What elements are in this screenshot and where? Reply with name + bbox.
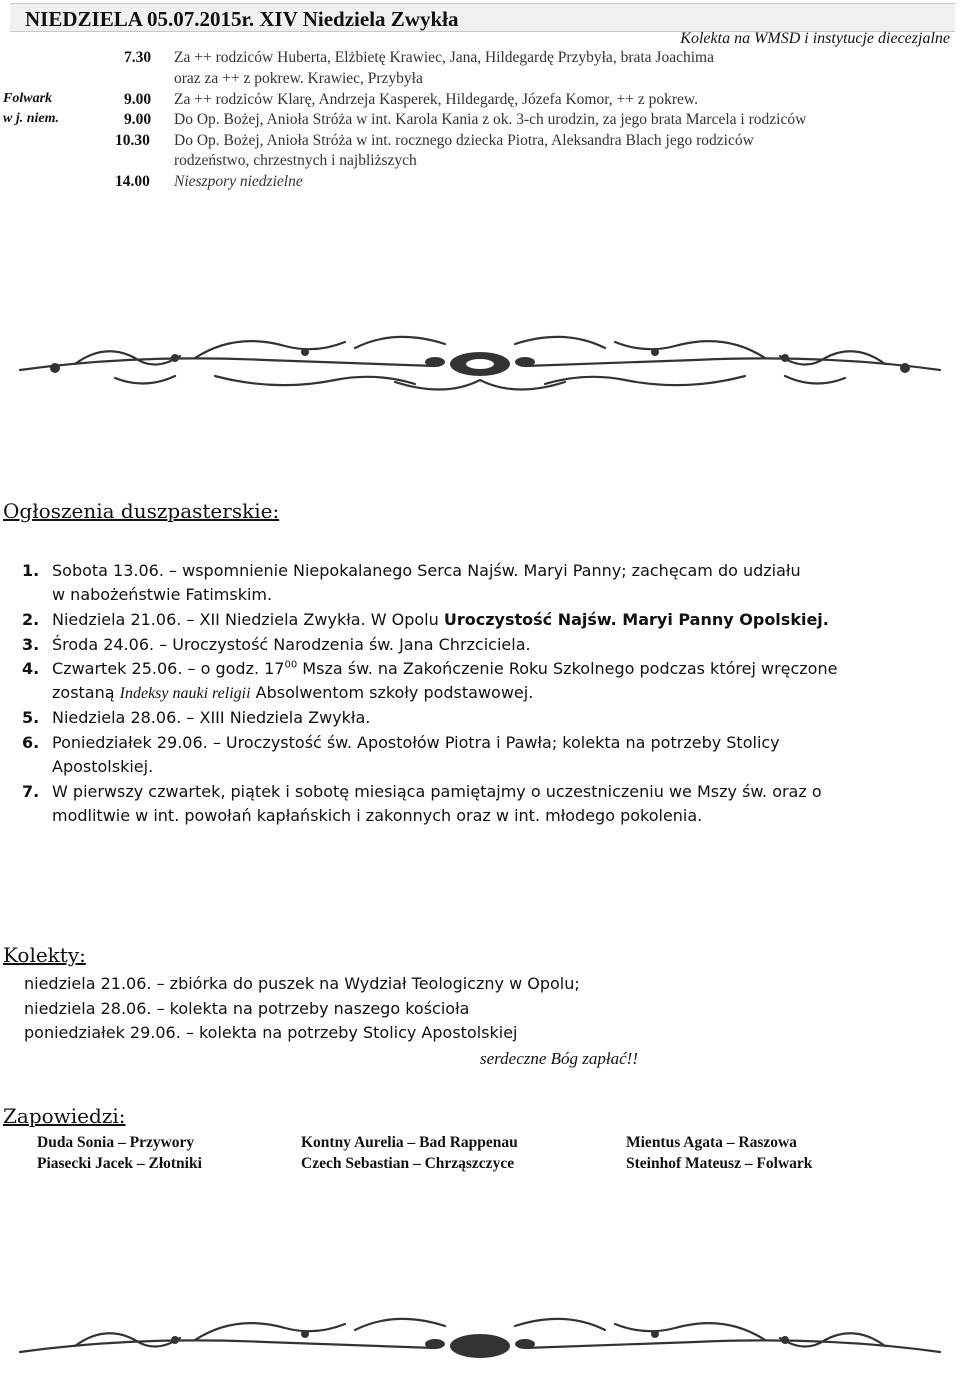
mass-time: 7.30 bbox=[124, 49, 152, 66]
announcement-text: w nabożeństwie Fatimskim. bbox=[52, 585, 273, 604]
collection-note: Kolekta na WMSD i instytucje diecezjalne bbox=[680, 30, 950, 47]
mass-time: 9.00 bbox=[124, 91, 152, 108]
location-german-language: w j. niem. bbox=[3, 111, 60, 126]
announcement-text-plain: Czwartek 25.06. – o godz. 17 bbox=[52, 659, 285, 678]
announcement-text-plain: zostaną bbox=[52, 683, 120, 702]
banns-heading: Zapowiedzi: bbox=[3, 1104, 126, 1128]
announcement-number: 2. bbox=[22, 610, 40, 629]
announcement-number: 3. bbox=[22, 635, 40, 654]
vespers-label: Nieszpory niedzielne bbox=[174, 173, 303, 190]
mass-intention: Za ++ rodziców Klarę, Andrzeja Kasperek, Hildegardę, Józefa Komor, ++ z pokrew. bbox=[174, 91, 698, 108]
bann-person: Piasecki Jacek – Złotniki bbox=[37, 1155, 202, 1172]
announcement-text: Apostolskiej. bbox=[52, 757, 154, 776]
bann-person: Duda Sonia – Przywory bbox=[37, 1134, 195, 1151]
mass-intention: Do Op. Bożej, Anioła Stróża w int. Karola Kania z ok. 3-ch urodzin, za jego brata Marcela i rodziców bbox=[174, 111, 807, 128]
announcement-text-plain: Absolwentom szkoły podstawowej. bbox=[250, 683, 534, 702]
announcement-text: modlitwie w int. powołań kapłańskich i zakonnych oraz w int. młodego pokolenia. bbox=[52, 806, 703, 825]
announcement-text: Środa 24.06. – Uroczystość Narodzenia św. Jana Chrzciciela. bbox=[52, 635, 531, 654]
announcement-text: Poniedziałek 29.06. – Uroczystość św. Apostołów Piotra i Pawła; kolekta na potrzeby Stolicy bbox=[52, 733, 780, 752]
collections-heading: Kolekty: bbox=[3, 943, 86, 967]
ornament-divider bbox=[15, 1300, 945, 1386]
announcement-text bbox=[52, 683, 533, 703]
announcement-number: 4. bbox=[22, 659, 40, 678]
thanks-note: serdeczne Bóg zapłać!! bbox=[480, 1049, 638, 1068]
announcement-number: 5. bbox=[22, 708, 40, 727]
mass-intention: oraz za ++ z pokrew. Krawiec, Przybyła bbox=[174, 70, 423, 87]
announcement-number: 1. bbox=[22, 561, 40, 580]
announcement-text bbox=[52, 659, 837, 678]
announcement-text-bold: Uroczystość Najśw. Maryi Panny Opolskiej. bbox=[443, 610, 829, 629]
schedule-header-bar bbox=[10, 3, 955, 32]
announcement-text-plain: Niedziela 21.06. – XII Niedziela Zwykła. W Opolu bbox=[52, 610, 444, 629]
bann-person: Mientus Agata – Raszowa bbox=[626, 1134, 797, 1151]
announcements-heading: Ogłoszenia duszpasterskie: bbox=[3, 499, 280, 523]
announcement-text: Sobota 13.06. – wspomnienie Niepokalanego Serca Najśw. Maryi Panny; zachęcam do udziału bbox=[52, 561, 801, 580]
collection-item: poniedziałek 29.06. – kolekta na potrzeby Stolicy Apostolskiej bbox=[24, 1023, 518, 1042]
collection-item: niedziela 28.06. – kolekta na potrzeby naszego kościoła bbox=[24, 999, 470, 1018]
announcement-text bbox=[52, 610, 829, 629]
announcement-text-italic: Indeksy nauki religii bbox=[119, 685, 251, 702]
mass-intention: Za ++ rodziców Huberta, Elżbietę Krawiec, Jana, Hildegardę Przybyła, brata Joachima bbox=[174, 49, 714, 66]
location-folwark: Folwark bbox=[3, 91, 53, 106]
mass-intention: Do Op. Bożej, Anioła Stróża w int. rocznego dziecka Piotra, Aleksandra Blach jego rodziców bbox=[174, 132, 754, 149]
collection-item: niedziela 21.06. – zbiórka do puszek na Wydział Teologiczny w Opolu; bbox=[24, 974, 580, 993]
announcement-number: 7. bbox=[22, 782, 40, 801]
bann-person: Czech Sebastian – Chrząszczyce bbox=[301, 1155, 515, 1172]
ornament-divider bbox=[15, 318, 945, 404]
mass-time: 14.00 bbox=[115, 173, 150, 190]
announcement-number: 6. bbox=[22, 733, 40, 752]
announcement-text: W pierwszy czwartek, piątek i sobotę miesiąca pamiętajmy o uczestniczeniu we Mszy św. oraz o bbox=[52, 782, 822, 801]
announcement-text-plain: Msza św. na Zakończenie Roku Szkolnego podczas której wręczone bbox=[297, 659, 838, 678]
mass-intention: rodzeństwo, chrzestnych i najbliższych bbox=[174, 152, 417, 169]
announcement-text: Niedziela 28.06. – XIII Niedziela Zwykła. bbox=[52, 708, 371, 727]
time-superscript: 00 bbox=[284, 659, 298, 671]
schedule-title: NIEDZIELA 05.07.2015r. XIV Niedziela Zwykła bbox=[25, 7, 459, 31]
mass-time: 10.30 bbox=[115, 132, 150, 149]
mass-time: 9.00 bbox=[124, 111, 152, 128]
bann-person: Kontny Aurelia – Bad Rappenau bbox=[301, 1134, 518, 1151]
bann-person: Steinhof Mateusz – Folwark bbox=[626, 1155, 813, 1172]
